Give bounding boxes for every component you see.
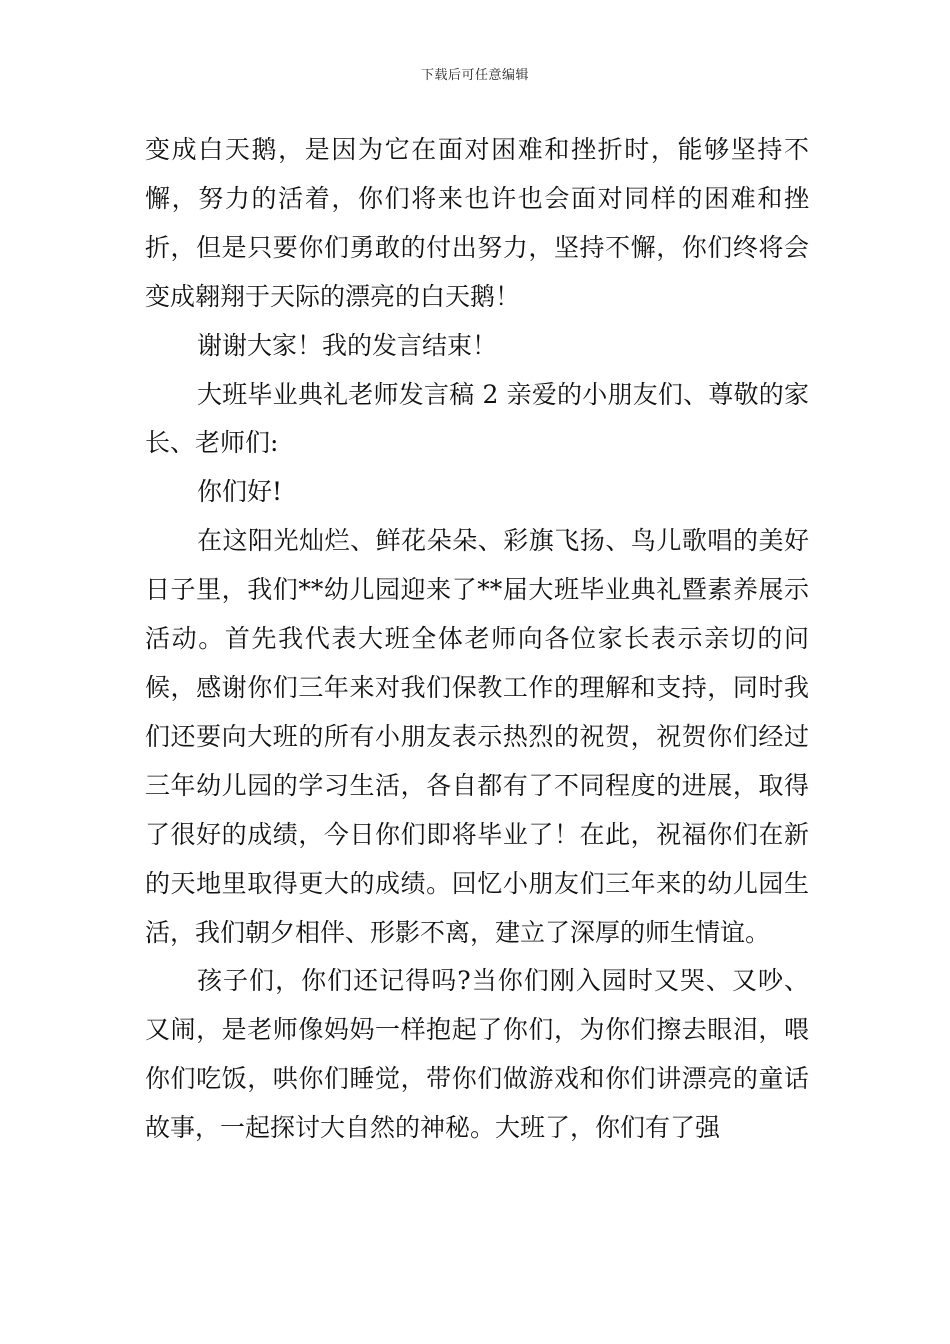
document-body [145, 126, 809, 1153]
paragraph-6: 孩子们，你们还记得吗?当你们刚入园时又哭、又吵、又闹，是老师像妈妈一样抱起了你们，为你们擦去眼泪，喂你们吃饭，哄你们睡觉，带你们做游戏和你们讲漂亮的童话故事，一起探讨大自然的神秘。大班了，你们有了强 [145, 966, 809, 1143]
paragraph-3: 大班毕业典礼老师发言稿 2 亲爱的小朋友们、尊敬的家长、老师们: [145, 379, 809, 458]
paragraph-5: 在这阳光灿烂、鲜花朵朵、彩旗飞扬、鸟儿歌唱的美好日子里，我们**幼儿园迎来了**届大班毕业典礼暨素养展示活动。首先我代表大班全体老师向各位家长表示亲切的问候，感谢你们三年来对我们保教工作的理解和支持，同时我们还要向大班的所有小朋友表示热烈的祝贺，祝贺你们经过三年幼儿园的学习生活，各自都有了不同程度的进展，取得了很好的成绩，今日你们即将毕业了！在此，祝福你们在新的天地里取得更大的成绩。回忆小朋友们三年来的幼儿园生活，我们朝夕相伴、形影不离，建立了深厚的师生情谊。 [145, 526, 809, 947]
paragraph-1: 变成白天鹅，是因为它在面对困难和挫折时，能够坚持不懈，努力的活着，你们将来也许也会面对同样的困难和挫折，但是只要你们勇敢的付出努力，坚持不懈，你们终将会变成翱翔于天际的漂亮的白天鹅！ [145, 135, 809, 311]
paragraph-4: 你们好! [197, 477, 283, 507]
page-header: 下载后可任意编辑 [420, 68, 529, 83]
paragraph-2: 谢谢大家！我的发言结束！ [197, 330, 498, 360]
